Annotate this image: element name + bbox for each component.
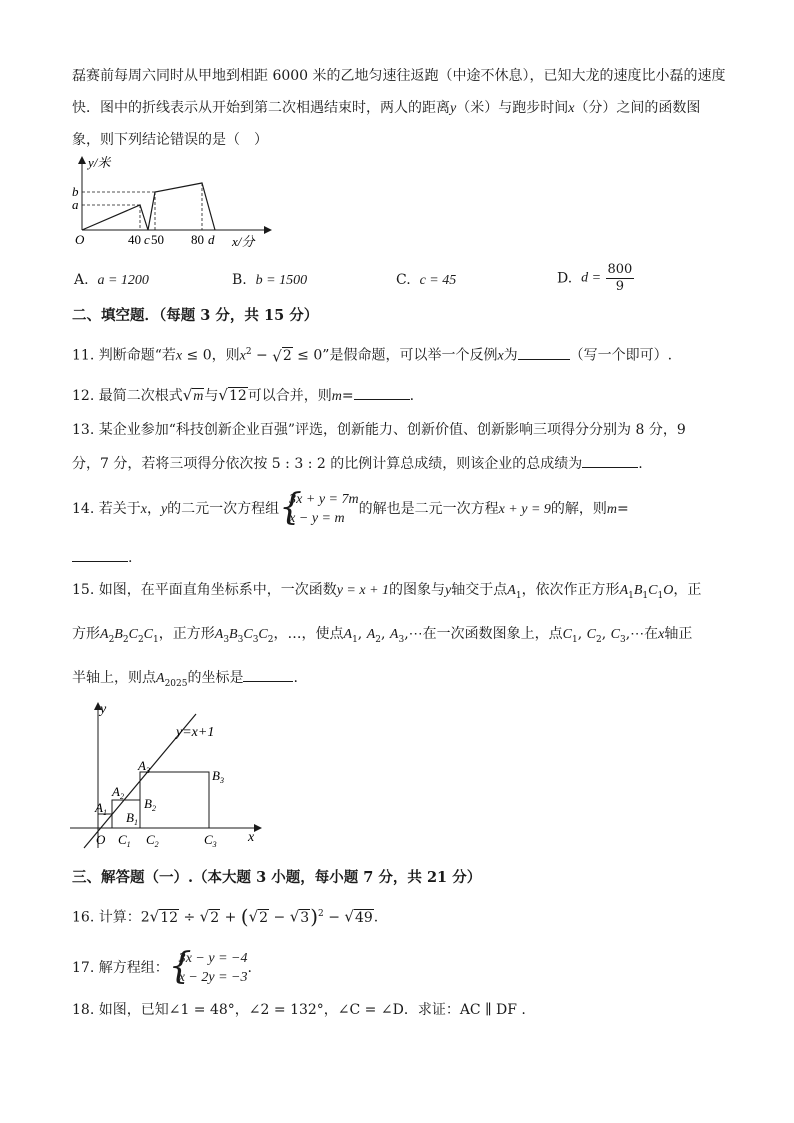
- section-2-title: 二、填空题．（每题 3 分，共 15 分）: [72, 307, 319, 324]
- question-11: 11. 判断命题“若x ≤ 0，则$x^2 - √2 \le 0$”是假命题，可以举一个反例x为 （写一个即可）.: [72, 342, 672, 367]
- fig-c1: C: [118, 832, 127, 847]
- fig-origin: O: [96, 832, 106, 847]
- svg-text:B3: $B_3$: [212, 768, 224, 785]
- equation-system-14: { 3x + y = 7m x − y = m: [279, 487, 359, 528]
- fraction-800-over-9: $\frac{800}{9}$: [607, 262, 633, 294]
- answer-blank-14[interactable]: [72, 546, 128, 562]
- problem10-line2: 快．图中的折线表示从开始到第二次相遇结束时，两人的距离y（米）与跑步时间x（分）之间的函数图: [72, 100, 701, 116]
- problem10-line3: 象，则下列结论错误的是（ ）: [72, 132, 268, 148]
- question-15-line2: 方形$A_2B_2C_2C_1$，正方形$A_3B_3C_3C_2$，…，使点$A_1$, $A_2$, $A_3,\cdots$在一次函数图象上，点$C_1$, $C_2$, $C_3,\cdots$在x轴正: [72, 626, 693, 645]
- answer-blank-15[interactable]: [243, 666, 293, 682]
- svg-text:A1: $A_1$: [95, 800, 107, 817]
- fig-b2: B: [144, 796, 152, 811]
- question-18: 18. 如图，已知∠1 = 48°，∠2 = 132°，∠C = ∠D．求证：AC ∥ DF .: [72, 1002, 526, 1018]
- answer-blank-12[interactable]: [354, 384, 410, 400]
- fig-b3: B: [212, 768, 220, 783]
- distance-time-graph: [60, 150, 280, 255]
- svg-text:A2: $A_2$: [112, 784, 124, 801]
- answer-blank-13[interactable]: [582, 452, 638, 468]
- svg-text:C1: $C_1$: [118, 832, 131, 849]
- fig-c3: C: [204, 832, 213, 847]
- question-12: 12. 最简二次根式√m与√12可以合并，则m= .: [72, 386, 415, 404]
- option-d[interactable]: D. d = $\frac{800}{9}$: [557, 262, 633, 294]
- fig-a2: A: [112, 784, 120, 799]
- fig-a3: A: [138, 758, 146, 773]
- question-15-line3: 半轴上，则点$A_{2025}$的坐标是 .: [72, 666, 298, 694]
- answer-blank-11[interactable]: [518, 344, 570, 360]
- fig-func-label: y=x+1: [176, 725, 215, 740]
- fig-x-label: x: [248, 830, 255, 845]
- question-13-line2: 分，7 分，若将三项得分依次按 5 : 3 : 2 的比例计算总成绩，则该企业的总成绩为 .: [72, 452, 643, 474]
- tick-50: 50: [151, 232, 164, 247]
- origin-label: O: [75, 232, 85, 247]
- question-16: 16. 计算：$2√12 \div √2 + (√2 - √3)^2 - √49$.: [72, 904, 379, 929]
- option-a[interactable]: A. a = 1200: [74, 272, 149, 288]
- question-17: 17. 解方程组： { 3x − y = −4 x − 2y = −3 .: [72, 946, 252, 987]
- svg-text:C2: $C_2$: [146, 832, 159, 849]
- svg-text:B1: $B_1$: [126, 810, 138, 827]
- question-14: 14. 若关于x，y的二元一次方程组 { 3x + y = 7m x − y = m 的解也是二元一次方程x + y = 9的解，则m=: [72, 487, 629, 528]
- fig-a1: A: [95, 800, 103, 815]
- y-axis-label: y/米: [88, 155, 111, 170]
- section-3-title: 三、解答题（一）.（本大题 3 小题，每小题 7 分，共 21 分）: [72, 869, 482, 886]
- option-c[interactable]: C. c = 45: [396, 272, 457, 288]
- question-15-line1: 15. 如图，在平面直角坐标系中，一次函数y = x + 1的图象与y轴交于点$A_1$，依次作正方形$A_1B_1C_1O$，正: [72, 582, 702, 601]
- question-13-line1: 13. 某企业参加“科技创新企业百强”评选，创新能力、创新价值、创新影响三项得分分别为 8 分，9: [72, 422, 686, 438]
- tick-40: 40: [128, 232, 141, 247]
- fig-c2: C: [146, 832, 155, 847]
- svg-text:A3: $A_3$: [138, 758, 150, 775]
- fig-b1: B: [126, 810, 134, 825]
- tick-d: d: [208, 232, 215, 247]
- fig-y-label: y: [100, 702, 107, 717]
- tick-c: c: [144, 232, 150, 247]
- x-axis-label: x/分: [232, 234, 255, 249]
- svg-text:C3: $C_3$: [204, 832, 217, 849]
- svg-text:B2: $B_2$: [144, 796, 156, 813]
- tick-80: 80: [191, 232, 204, 247]
- option-b[interactable]: B. b = 1500: [232, 272, 308, 288]
- problem10-line1: 磊赛前每周六同时从甲地到相距 6000 米的乙地匀速往返跑（中途不休息），已知大龙的速度比小磊的速度: [72, 68, 726, 84]
- equation-system-17: { 3x − y = −4 x − 2y = −3: [168, 946, 248, 987]
- squares-on-line-figure: [62, 698, 272, 850]
- tick-b: b: [72, 184, 79, 199]
- tick-a: a: [72, 197, 79, 212]
- question-14-blank-line: .: [72, 546, 132, 568]
